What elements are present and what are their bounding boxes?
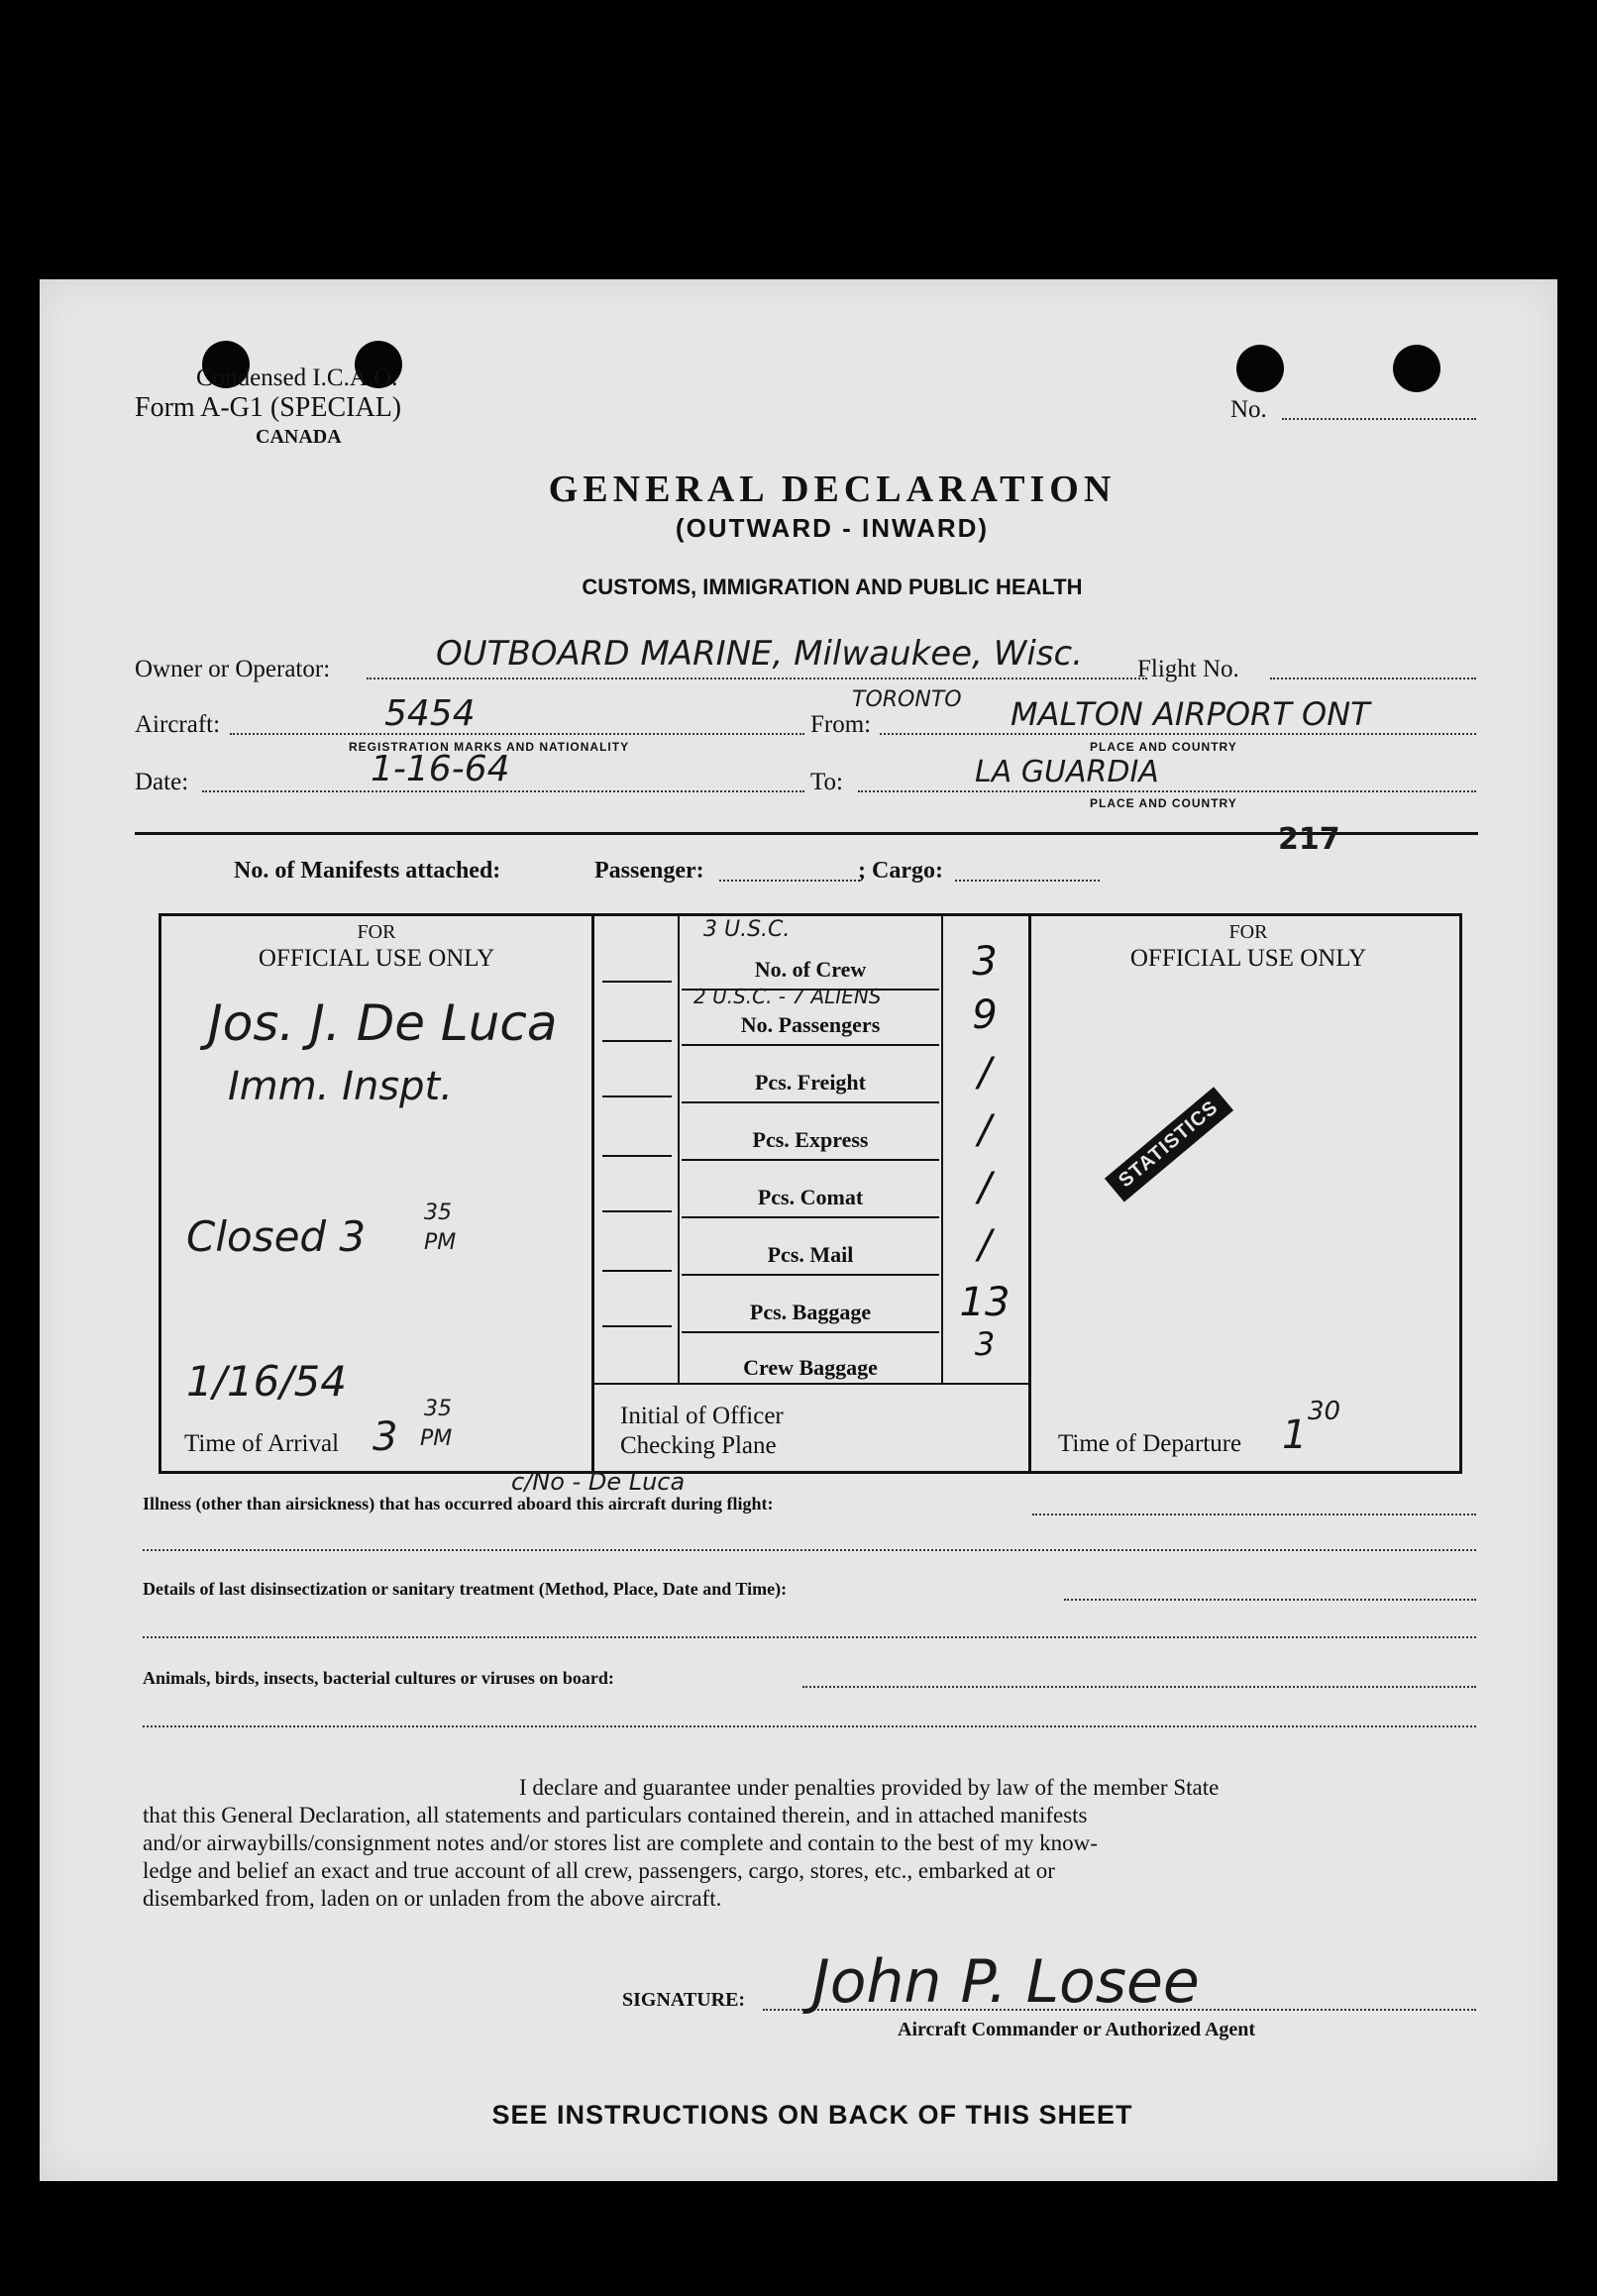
owner-line bbox=[367, 678, 1147, 679]
arrival-time: 3 bbox=[373, 1414, 398, 1460]
initial-officer-label2: Checking Plane bbox=[620, 1432, 777, 1459]
crew-label: No. of Crew bbox=[754, 957, 867, 982]
form-header-line1: Condensed I.C.A.O. bbox=[196, 365, 398, 391]
flight-label: Flight No. bbox=[1137, 656, 1239, 682]
illness-note: c/No - De Luca bbox=[511, 1468, 686, 1496]
grid-divider bbox=[1028, 913, 1031, 1474]
section-heading: CUSTOMS, IMMIGRATION AND PUBLIC HEALTH bbox=[582, 574, 1083, 599]
passengers-label: No. Passengers bbox=[740, 1012, 881, 1037]
left-official-heading1: FOR bbox=[357, 921, 396, 943]
owner-label: Owner or Operator: bbox=[135, 656, 331, 682]
row-separator bbox=[682, 1274, 939, 1276]
row-separator bbox=[682, 1331, 939, 1333]
cargo-label: ; Cargo: bbox=[858, 858, 943, 884]
right-official-heading1: FOR bbox=[1228, 921, 1268, 943]
declaration-line3: and/or airwaybills/consignment notes and/or stores list are complete and contain to the best of my know- bbox=[143, 1830, 1098, 1855]
document-subtitle: (OUTWARD - INWARD) bbox=[675, 513, 990, 543]
manifests-label: No. of Manifests attached: bbox=[234, 858, 501, 884]
aircraft-label: Aircraft: bbox=[135, 711, 221, 738]
freight-value: / bbox=[978, 1050, 992, 1096]
separator-rule bbox=[135, 832, 1478, 835]
signature-label: SIGNATURE: bbox=[622, 1989, 746, 2011]
initial-officer-label1: Initial of Officer bbox=[620, 1403, 784, 1429]
illness-line2 bbox=[143, 1549, 1476, 1551]
cargo-line bbox=[955, 880, 1100, 882]
date-label: Date: bbox=[135, 769, 189, 795]
row-separator bbox=[592, 1383, 1030, 1385]
signature-caption: Aircraft Commander or Authorized Agent bbox=[898, 2019, 1256, 2040]
arrival-minutes: 35 bbox=[424, 1397, 452, 1421]
crew-note: 3 U.S.C. bbox=[703, 917, 791, 942]
from-value: MALTON AIRPORT ONT bbox=[1011, 695, 1370, 733]
crew-baggage-value: 3 bbox=[974, 1325, 996, 1363]
disinsect-line bbox=[1064, 1599, 1476, 1601]
departure-label: Time of Departure bbox=[1058, 1430, 1242, 1457]
arrival-date: 1/16/54 bbox=[186, 1357, 347, 1406]
departure-minutes: 30 bbox=[1308, 1397, 1341, 1426]
passengers-note: 2 U.S.C. - 7 ALIENS bbox=[693, 985, 882, 1008]
grid-divider bbox=[591, 913, 594, 1474]
form-header-line2: Form A-G1 (SPECIAL) bbox=[135, 392, 402, 423]
declaration-line1: I declare and guarantee under penalties provided by law of the member State bbox=[519, 1775, 1220, 1800]
punch-hole bbox=[1236, 345, 1284, 392]
closed-minutes: 35 bbox=[424, 1200, 452, 1225]
row-separator bbox=[682, 1101, 939, 1103]
left-official-heading2: OFFICIAL USE ONLY bbox=[258, 945, 495, 972]
express-value: / bbox=[978, 1107, 992, 1153]
statistics-stamp: STATISTICS bbox=[1105, 1087, 1233, 1201]
row-dash bbox=[602, 1155, 672, 1157]
row-separator bbox=[682, 1216, 939, 1218]
declaration-line5: disembarked from, laden on or unladen from the above aircraft. bbox=[143, 1886, 722, 1911]
row-separator bbox=[682, 1159, 939, 1161]
to-caption: PLACE AND COUNTRY bbox=[1090, 796, 1237, 810]
aircraft-caption: REGISTRATION MARKS AND NATIONALITY bbox=[349, 740, 630, 754]
arrival-pm: PM bbox=[420, 1426, 453, 1451]
from-label: From: bbox=[810, 711, 872, 738]
declaration-line4: ledge and belief an exact and true account of all crew, passengers, cargo, stores, etc., embarked at or bbox=[143, 1858, 1055, 1883]
row-dash bbox=[602, 1210, 672, 1212]
aircraft-line bbox=[230, 733, 804, 735]
closed-pm: PM bbox=[424, 1230, 457, 1255]
official-title: Imm. Inspt. bbox=[228, 1064, 453, 1109]
from-caption: PLACE AND COUNTRY bbox=[1090, 740, 1237, 754]
passenger-label: Passenger: bbox=[594, 858, 704, 884]
express-label: Pcs. Express bbox=[752, 1127, 869, 1152]
row-dash bbox=[602, 1096, 672, 1097]
animals-line bbox=[802, 1686, 1476, 1688]
grid-divider bbox=[941, 913, 943, 1385]
to-line bbox=[858, 790, 1476, 792]
disinsect-label: Details of last disinsectization or sanitary treatment (Method, Place, Date and Time): bbox=[143, 1579, 788, 1599]
document-title: GENERAL DECLARATION bbox=[548, 469, 1117, 510]
mail-value: / bbox=[978, 1222, 992, 1268]
to-value: LA GUARDIA bbox=[975, 755, 1159, 789]
grid-divider bbox=[678, 913, 680, 1385]
departure-time: 1 bbox=[1282, 1412, 1308, 1458]
row-separator bbox=[682, 1044, 939, 1046]
form-number-line bbox=[1282, 418, 1476, 420]
row-dash bbox=[602, 1325, 672, 1327]
to-label: To: bbox=[810, 769, 843, 795]
disinsect-line2 bbox=[143, 1636, 1476, 1638]
passengers-value: 9 bbox=[972, 992, 998, 1038]
mail-label: Pcs. Mail bbox=[767, 1242, 854, 1267]
owner-value: OUTBOARD MARINE, Milwaukee, Wisc. bbox=[436, 634, 1083, 674]
official-signature: Jos. J. De Luca bbox=[208, 994, 558, 1052]
animals-label: Animals, birds, insects, bacterial cultures or viruses on board: bbox=[143, 1668, 614, 1688]
baggage-label: Pcs. Baggage bbox=[749, 1300, 872, 1324]
crew-value: 3 bbox=[972, 939, 998, 985]
handwritten-number: 217 bbox=[1278, 822, 1340, 857]
from-line bbox=[880, 733, 1476, 735]
signature-value: John P. Losee bbox=[812, 1947, 1200, 2017]
comat-label: Pcs. Comat bbox=[757, 1185, 864, 1209]
row-dash bbox=[602, 981, 672, 983]
crew-baggage-label: Crew Baggage bbox=[743, 1355, 878, 1380]
illness-label: Illness (other than airsickness) that has occurred aboard this aircraft during flight: bbox=[143, 1494, 774, 1513]
row-dash bbox=[602, 1270, 672, 1272]
flight-line bbox=[1270, 678, 1476, 679]
declaration-line2: that this General Declaration, all statements and particulars contained therein, and in attached manifests bbox=[143, 1803, 1088, 1827]
from-value-top: TORONTO bbox=[852, 687, 962, 712]
animals-line2 bbox=[143, 1725, 1476, 1727]
date-value: 1-16-64 bbox=[371, 749, 510, 789]
form-sheet bbox=[40, 279, 1557, 2181]
form-header-country: CANADA bbox=[256, 426, 342, 448]
passenger-line bbox=[719, 880, 860, 882]
baggage-value: 13 bbox=[959, 1280, 1011, 1325]
comat-value: / bbox=[978, 1165, 992, 1210]
illness-line bbox=[1032, 1513, 1476, 1515]
date-line bbox=[202, 790, 804, 792]
aircraft-value: 5454 bbox=[384, 693, 476, 734]
footer-instructions: SEE INSTRUCTIONS ON BACK OF THIS SHEET bbox=[491, 2100, 1133, 2130]
form-number-label: No. bbox=[1230, 396, 1267, 423]
arrival-label: Time of Arrival bbox=[184, 1430, 340, 1457]
closed-note: Closed 3 bbox=[186, 1212, 367, 1261]
row-dash bbox=[602, 1040, 672, 1042]
punch-hole bbox=[1393, 345, 1440, 392]
right-official-heading2: OFFICIAL USE ONLY bbox=[1129, 945, 1367, 972]
freight-label: Pcs. Freight bbox=[754, 1070, 866, 1095]
